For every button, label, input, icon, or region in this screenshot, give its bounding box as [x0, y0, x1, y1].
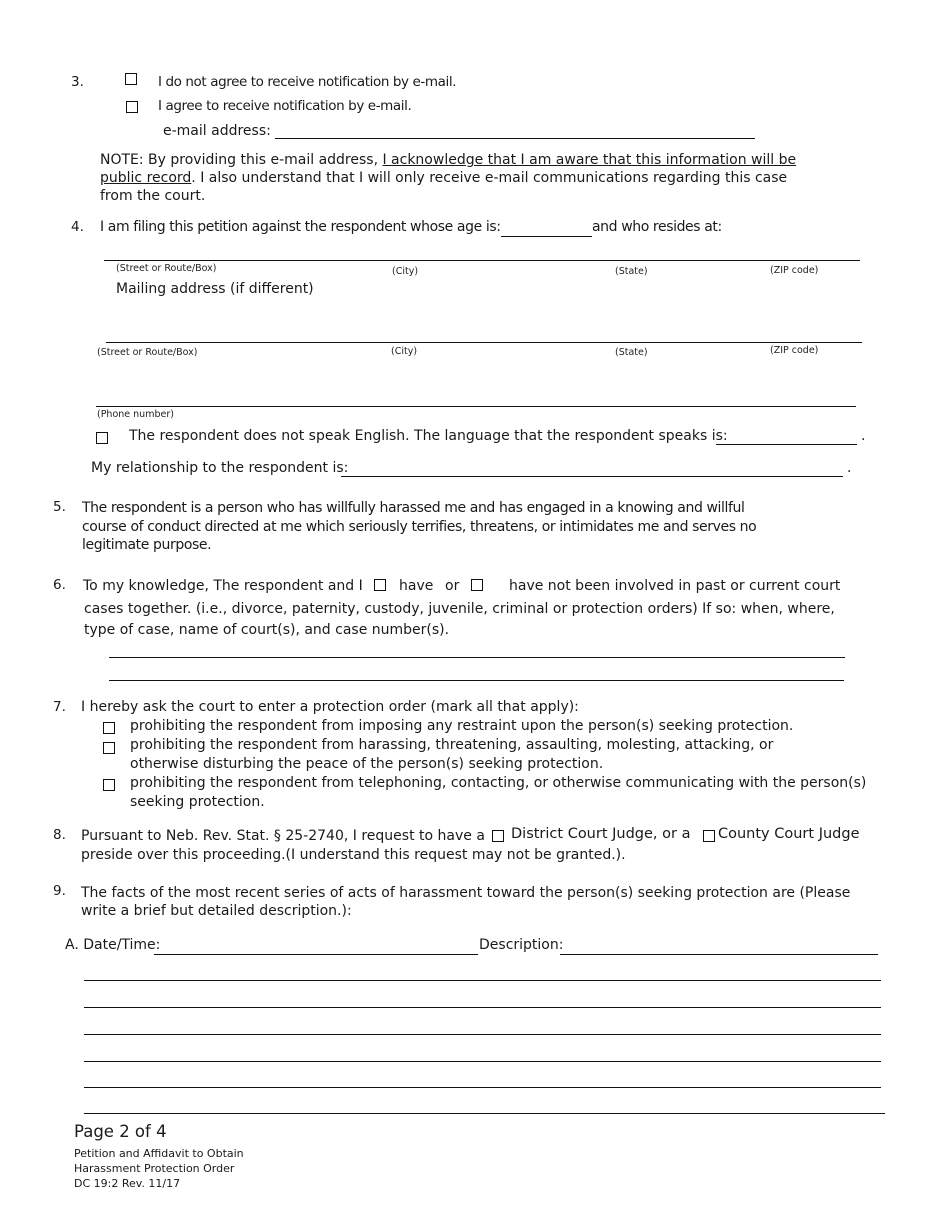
note-line-3: from the court. — [100, 188, 206, 204]
footer-line3: DC 19:2 Rev. 11/17 — [74, 1177, 181, 1190]
note-prefix: NOTE: By providing this e-mail address, — [100, 152, 383, 168]
item9-line2: write a brief but detailed description.): — [81, 903, 352, 919]
item4-number: 4. — [71, 219, 84, 235]
item6-or: or — [445, 578, 460, 594]
order-contacting-checkbox[interactable] — [103, 779, 115, 791]
footer-form-info — [74, 1146, 244, 1191]
phone-number-field[interactable] — [96, 406, 856, 407]
note-underlined-1: I acknowledge that I am aware that this information will be — [382, 152, 797, 168]
email-disagree-label: I do not agree to receive notification by e-mail. — [158, 74, 457, 90]
item9-text — [81, 884, 850, 920]
email-note — [100, 151, 796, 205]
relationship-field[interactable] — [341, 476, 843, 477]
district-judge-checkbox[interactable] — [492, 830, 504, 842]
item8-line2: preside over this proceeding.(I understand this request may not be granted.). — [81, 847, 626, 863]
relationship-period: . — [847, 460, 852, 476]
zip-label: (ZIP code) — [770, 265, 819, 276]
order-contacting-label — [130, 774, 866, 812]
item9-number: 9. — [53, 883, 66, 899]
item6-have-not: have not been involved in past or current court — [509, 578, 841, 594]
order-contacting-line2: seeking protection. — [130, 794, 265, 810]
language-period: . — [861, 428, 866, 444]
item6-line2: cases together. (i.e., divorce, paternity, custody, juvenile, criminal or protection orders) If so: when, where, — [84, 601, 835, 617]
respondent-address-field[interactable] — [104, 260, 860, 261]
mailing-address-label: Mailing address (if different) — [116, 281, 314, 297]
page-number: Page 2 of 4 — [74, 1122, 167, 1141]
description-line-4[interactable] — [84, 1061, 881, 1062]
item7-number: 7. — [53, 699, 66, 715]
description-line-2[interactable] — [84, 1007, 881, 1008]
order-harassing-label — [130, 736, 773, 774]
phone-number-label: (Phone number) — [97, 409, 174, 420]
order-harassing-line2: otherwise disturbing the peace of the person(s) seeking protection. — [130, 756, 604, 772]
mailing-street-label: (Street or Route/Box) — [97, 347, 198, 358]
respondent-age-field[interactable] — [501, 236, 592, 237]
court-cases-field-1[interactable] — [109, 657, 845, 658]
description-line-6[interactable] — [84, 1113, 885, 1114]
note-suffix-2: . I also understand that I will only receive e-mail communications regarding this case — [191, 170, 788, 186]
item6-have: have — [399, 578, 434, 594]
email-agree-label: I agree to receive notification by e-mail. — [158, 98, 412, 114]
language-text: The respondent does not speak English. The language that the respondent speaks is: — [129, 428, 728, 444]
description-field[interactable] — [560, 954, 878, 955]
item8-text-start: Pursuant to Neb. Rev. Stat. § 25-2740, I request to have a — [81, 828, 485, 844]
description-line-1[interactable] — [84, 980, 881, 981]
court-cases-field-2[interactable] — [109, 680, 844, 681]
item9-line1: The facts of the most recent series of acts of harassment toward the person(s) seeking protection are (Please — [81, 885, 851, 901]
state-label: (State) — [615, 266, 648, 277]
court-cases-have-not-checkbox[interactable] — [471, 579, 483, 591]
email-address-field[interactable] — [275, 138, 755, 139]
item4-text-after-age: and who resides at: — [592, 219, 722, 235]
item7-intro: I hereby ask the court to enter a protection order (mark all that apply): — [81, 699, 579, 715]
order-restraint-label: prohibiting the respondent from imposing any restraint upon the person(s) seeking protection. — [130, 718, 794, 734]
note-underlined-2: public record — [100, 170, 192, 186]
item6-line3: type of case, name of court(s), and case number(s). — [84, 622, 450, 638]
street-label: (Street or Route/Box) — [116, 263, 217, 274]
footer-line1: Petition and Affidavit to Obtain — [74, 1147, 244, 1160]
email-address-label: e-mail address: — [163, 123, 271, 139]
mailing-address-field[interactable] — [106, 342, 862, 343]
date-time-label: A. Date/Time: — [65, 937, 161, 953]
no-english-checkbox[interactable] — [96, 432, 108, 444]
county-judge-label: County Court Judge — [718, 826, 860, 842]
item6-number: 6. — [53, 577, 66, 593]
item4-text-before-age: I am filing this petition against the respondent whose age is: — [100, 219, 501, 235]
language-field[interactable] — [716, 444, 857, 445]
email-agree-checkbox[interactable] — [126, 101, 138, 113]
item6-text-start: To my knowledge, The respondent and I — [83, 578, 363, 594]
item5-line2: course of conduct directed at me which seriously terrifies, threatens, or intimidates me and serves no — [82, 518, 757, 535]
date-time-field[interactable] — [154, 954, 478, 955]
item5-line1: The respondent is a person who has willfully harassed me and has engaged in a knowing and willful — [82, 500, 745, 516]
county-judge-checkbox[interactable] — [703, 830, 715, 842]
description-line-5[interactable] — [84, 1087, 881, 1088]
item5-text — [82, 499, 756, 555]
mailing-zip-label: (ZIP code) — [770, 345, 819, 356]
order-restraint-checkbox[interactable] — [103, 722, 115, 734]
relationship-label: My relationship to the respondent is: — [91, 460, 349, 476]
item5-line3: legitimate purpose. — [82, 537, 212, 553]
city-label: (City) — [392, 266, 419, 277]
item3-number: 3. — [71, 74, 84, 90]
court-cases-have-checkbox[interactable] — [374, 579, 386, 591]
item5-number: 5. — [53, 499, 66, 515]
mailing-state-label: (State) — [615, 347, 648, 358]
order-harassing-line1: prohibiting the respondent from harassing, threatening, assaulting, molesting, attacking, or — [130, 737, 774, 753]
description-line-3[interactable] — [84, 1034, 881, 1035]
item6-text-rest — [84, 599, 835, 641]
mailing-city-label: (City) — [391, 346, 418, 357]
district-judge-label: District Court Judge, or a — [511, 826, 691, 842]
description-label: Description: — [479, 937, 564, 953]
item8-number: 8. — [53, 827, 66, 843]
order-contacting-line1: prohibiting the respondent from telephoning, contacting, or otherwise communicating with the person(s) — [130, 775, 867, 791]
order-harassing-checkbox[interactable] — [103, 742, 115, 754]
footer-line2: Harassment Protection Order — [74, 1162, 235, 1175]
email-disagree-checkbox[interactable] — [125, 73, 137, 85]
